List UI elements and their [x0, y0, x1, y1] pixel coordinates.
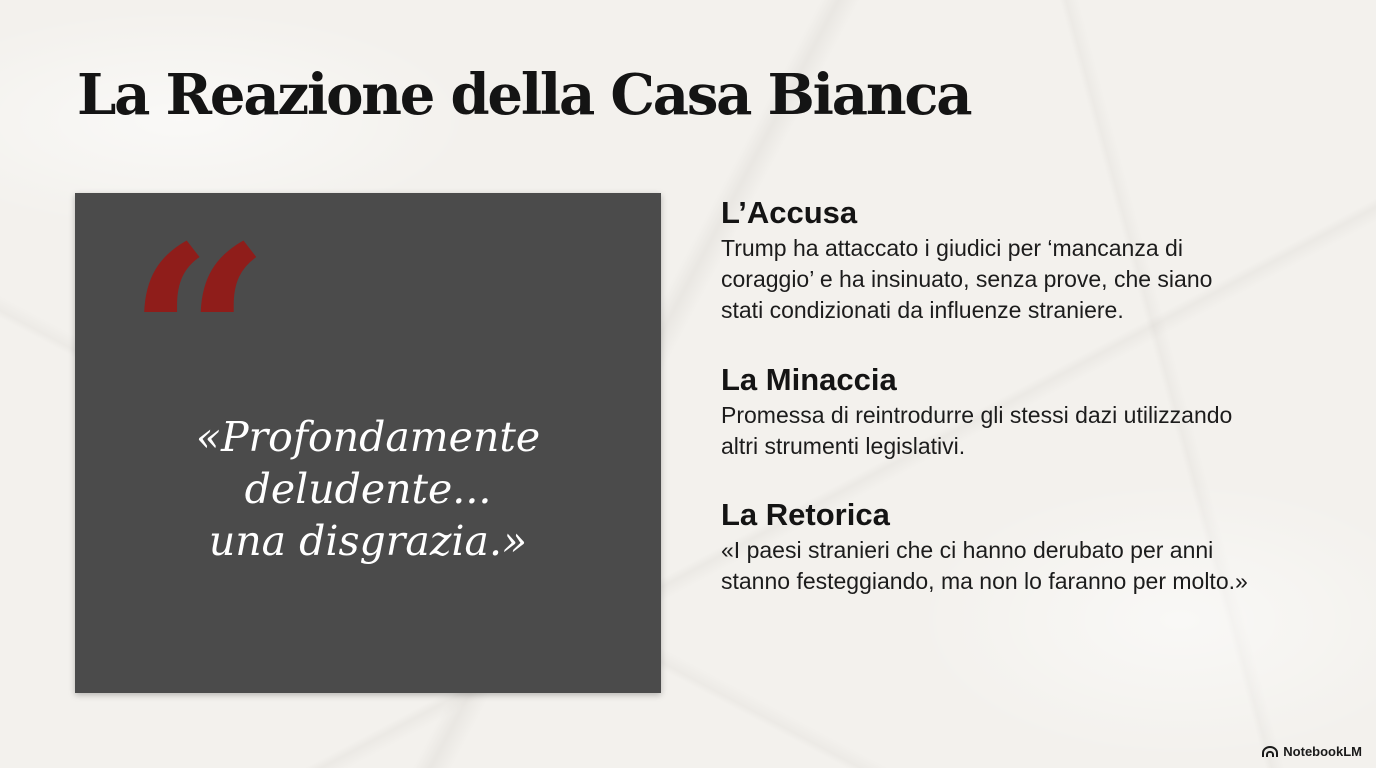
notebooklm-logo-icon	[1262, 746, 1278, 758]
section-body: Promessa di reintrodurre gli stessi dazi utilizzando altri strumenti legislativi.	[721, 402, 1233, 459]
slide-title: La Reazione della Casa Bianca	[77, 62, 971, 128]
quote-panel	[75, 193, 661, 693]
section-accusa	[721, 193, 1341, 326]
quote-mark-icon: “	[127, 191, 271, 485]
section-retorica	[721, 495, 1341, 597]
section-heading: L’Accusa	[721, 195, 858, 230]
notebooklm-watermark	[1262, 744, 1362, 759]
quote-text: «Profondamente deludente... una disgrazia.»	[195, 413, 541, 565]
brand-label: NotebookLM	[1283, 744, 1362, 759]
section-minaccia	[721, 360, 1341, 462]
section-heading: La Retorica	[721, 497, 890, 532]
section-heading: La Minaccia	[721, 362, 897, 397]
section-body: «I paesi stranieri che ci hanno derubato per anni stanno festeggiando, ma non lo faranno per molto.»	[721, 537, 1248, 594]
section-body: Trump ha attaccato i giudici per ‘mancanza di coraggio’ e ha insinuato, senza prove, che siano stati condizionati da influenze straniere.	[721, 235, 1213, 323]
